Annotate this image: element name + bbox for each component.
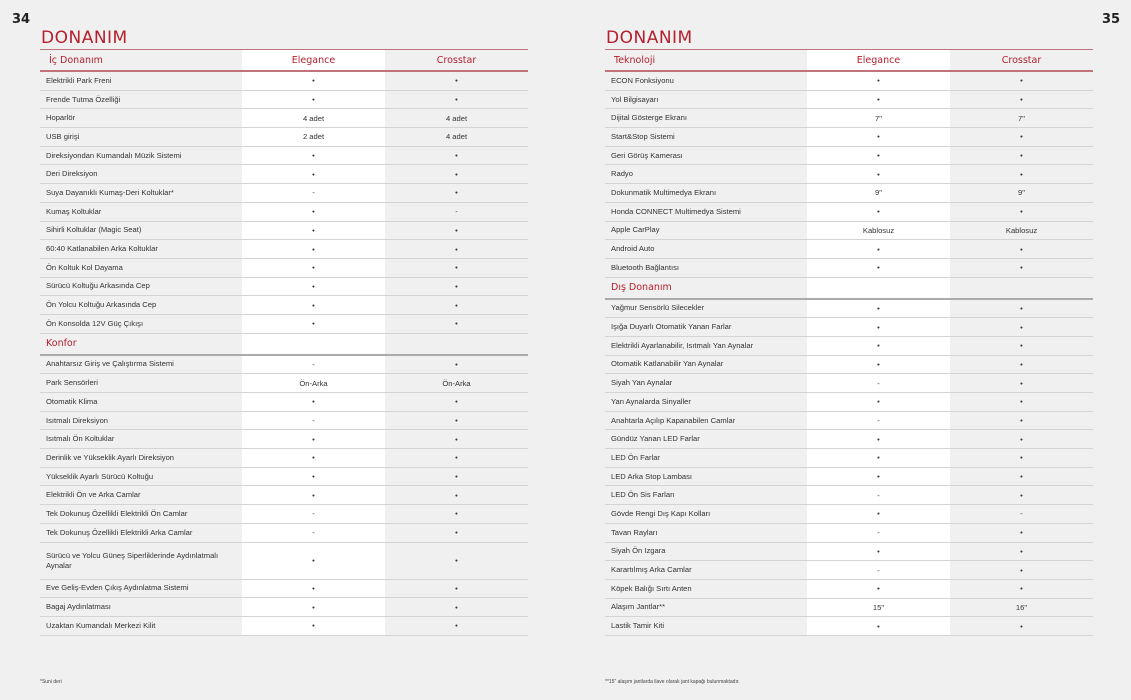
- crosstar-value: •: [1020, 472, 1023, 482]
- table-row: [605, 393, 1093, 412]
- table-row: [40, 374, 528, 393]
- feature-label: Ön Yolcu Koltuğu Arkasında Cep: [46, 300, 157, 310]
- elegance-value: •: [312, 151, 315, 161]
- elegance-value: •: [877, 434, 880, 444]
- table-row: [605, 468, 1093, 487]
- elegance-value: •: [877, 341, 880, 351]
- elegance-value: •: [312, 556, 315, 565]
- elegance-value: •: [877, 397, 880, 407]
- crosstar-value: 4 adet: [445, 132, 468, 142]
- crosstar-value: •: [1020, 528, 1023, 538]
- table-row: [605, 486, 1093, 505]
- table-row: [40, 505, 528, 524]
- crosstar-value: •: [1020, 397, 1023, 407]
- elegance-value: •: [877, 263, 880, 273]
- column-header-elegance: Elegance: [856, 54, 901, 66]
- elegance-value: •: [877, 546, 880, 556]
- crosstar-value: •: [1020, 207, 1023, 217]
- elegance-value: -: [877, 490, 880, 500]
- crosstar-value: •: [455, 319, 458, 329]
- elegance-value: •: [312, 602, 315, 612]
- elegance-value: •: [312, 244, 315, 254]
- feature-label: Işığa Duyarlı Otomatik Yanan Farlar: [611, 322, 732, 332]
- crosstar-value: •: [455, 528, 458, 538]
- feature-label: ECON Fonksiyonu: [611, 75, 674, 85]
- elegance-value: •: [877, 322, 880, 332]
- elegance-value: •: [312, 225, 315, 235]
- feature-label: Otomatik Klima: [46, 396, 98, 406]
- crosstar-value: •: [455, 397, 458, 407]
- table-row: [40, 598, 528, 617]
- spec-table-right: [605, 49, 1093, 636]
- feature-label: Otomatik Katlanabilir Yan Aynalar: [611, 359, 724, 369]
- feature-label: LED Ön Sis Farları: [611, 490, 675, 500]
- feature-label: Tek Dokunuş Özellikli Elektrikli Arka Camlar: [46, 527, 193, 537]
- feature-label: Siyah Ön Izgara: [611, 546, 666, 556]
- crosstar-value: •: [1020, 490, 1023, 500]
- table-row: [605, 109, 1093, 128]
- crosstar-value: •: [1020, 132, 1023, 142]
- feature-label: Siyah Yan Aynalar: [611, 378, 673, 388]
- feature-label: Ön Konsolda 12V Güç Çıkışı: [46, 318, 144, 328]
- table-row: [40, 486, 528, 505]
- crosstar-value: 7": [1018, 113, 1025, 123]
- crosstar-value: •: [1020, 76, 1023, 86]
- feature-label: Yükseklik Ayarlı Sürücü Koltuğu: [46, 471, 154, 481]
- table-row: [605, 505, 1093, 524]
- table-row: [40, 393, 528, 412]
- feature-label: Dijital Gösterge Ekranı: [611, 113, 687, 123]
- table-row: [40, 91, 528, 110]
- crosstar-value: •: [1020, 169, 1023, 179]
- elegance-value: •: [877, 509, 880, 519]
- elegance-value: •: [312, 621, 315, 631]
- elegance-value: •: [877, 207, 880, 217]
- elegance-value: •: [312, 490, 315, 500]
- feature-label: Isıtmalı Ön Koltuklar: [46, 434, 115, 444]
- table-row: [605, 165, 1093, 184]
- crosstar-value: •: [455, 583, 458, 593]
- footnote-right: **15" alaşım jantlarda ilave olarak jant kapağı bulunmaktadır.: [605, 679, 740, 685]
- feature-label: Sürücü Koltuğu Arkasında Cep: [46, 281, 150, 291]
- crosstar-value: •: [455, 434, 458, 444]
- section-title-i-donan-m: İç Donanım: [49, 54, 103, 66]
- elegance-value: •: [877, 584, 880, 594]
- crosstar-value: •: [1020, 303, 1023, 313]
- elegance-value: •: [312, 583, 315, 593]
- feature-label: Gündüz Yanan LED Farlar: [611, 434, 700, 444]
- elegance-value: Kablosuz: [862, 225, 895, 235]
- elegance-value: •: [877, 169, 880, 179]
- feature-label: Elektrikli Park Freni: [46, 75, 112, 85]
- elegance-value: Ön-Arka: [299, 378, 328, 388]
- elegance-value: 7": [875, 113, 882, 123]
- crosstar-value: •: [455, 281, 458, 291]
- feature-label: Honda CONNECT Multimedya Sistemi: [611, 206, 741, 216]
- crosstar-value: •: [1020, 565, 1023, 575]
- crosstar-value: •: [455, 300, 458, 310]
- table-row: [40, 259, 528, 278]
- elegance-value: •: [312, 281, 315, 291]
- crosstar-value: •: [455, 472, 458, 482]
- elegance-value: -: [312, 528, 315, 538]
- elegance-value: •: [312, 453, 315, 463]
- elegance-value: -: [312, 416, 315, 426]
- feature-label: Deri Direksiyon: [46, 169, 98, 179]
- table-header: [605, 49, 1093, 72]
- crosstar-value: •: [455, 509, 458, 519]
- table-row: [605, 617, 1093, 636]
- table-row: [40, 449, 528, 468]
- elegance-value: -: [877, 528, 880, 538]
- feature-label: Sürücü ve Yolcu Güneş Siperliklerinde Aydınlatmalı Aynalar: [46, 550, 219, 570]
- elegance-value: •: [312, 319, 315, 329]
- crosstar-value: •: [455, 188, 458, 198]
- feature-label: Tavan Rayları: [611, 527, 658, 537]
- feature-label: Anahtarsız Giriş ve Çalıştırma Sistemi: [46, 359, 174, 369]
- elegance-value: 2 adet: [302, 132, 325, 142]
- feature-label: Park Sensörleri: [46, 378, 98, 388]
- elegance-value: •: [312, 263, 315, 273]
- table-row: [40, 430, 528, 449]
- elegance-value: •: [312, 95, 315, 105]
- feature-label: 60:40 Katlanabilen Arka Koltuklar: [46, 244, 158, 254]
- crosstar-value: •: [1020, 434, 1023, 444]
- table-row: [605, 524, 1093, 543]
- feature-label: LED Arka Stop Lambası: [611, 471, 693, 481]
- feature-label: Uzaktan Kumandalı Merkezi Kilit: [46, 620, 156, 630]
- elegance-value: •: [312, 300, 315, 310]
- table-row: [605, 412, 1093, 431]
- table-row: [605, 259, 1093, 278]
- crosstar-value: •: [1020, 263, 1023, 273]
- crosstar-value: •: [1020, 584, 1023, 594]
- table-row: [605, 240, 1093, 259]
- elegance-value: -: [312, 509, 315, 519]
- feature-label: Direksiyondan Kumandalı Müzik Sistemi: [46, 150, 182, 160]
- table-row: [40, 203, 528, 222]
- feature-label: Gövde Rengi Dış Kapı Kolları: [611, 508, 711, 518]
- crosstar-value: •: [1020, 546, 1023, 556]
- crosstar-value: •: [455, 169, 458, 179]
- crosstar-value: •: [455, 621, 458, 631]
- table-row: [40, 222, 528, 241]
- table-row: [605, 72, 1093, 91]
- table-header: [40, 49, 528, 72]
- elegance-value: •: [877, 132, 880, 142]
- table-row: [605, 91, 1093, 110]
- elegance-value: •: [312, 76, 315, 86]
- elegance-value: •: [312, 397, 315, 407]
- table-row: [605, 374, 1093, 393]
- feature-label: Eve Geliş-Evden Çıkış Aydınlatma Sistemi: [46, 583, 189, 593]
- crosstar-value: •: [455, 76, 458, 86]
- feature-label: Elektrikli Ön ve Arka Camlar: [46, 490, 141, 500]
- elegance-value: •: [877, 621, 880, 631]
- feature-label: Android Auto: [611, 244, 655, 254]
- column-header-crosstar: Crosstar: [1001, 54, 1042, 66]
- elegance-value: •: [312, 434, 315, 444]
- feature-label: Bagaj Aydınlatması: [46, 602, 111, 612]
- table-row: [40, 315, 528, 334]
- elegance-value: •: [312, 207, 315, 217]
- feature-label: Alaşım Jantlar**: [611, 602, 666, 612]
- section-header: [40, 334, 528, 356]
- feature-label: Radyo: [611, 169, 633, 179]
- elegance-value: 4 adet: [302, 113, 325, 123]
- crosstar-value: •: [455, 490, 458, 500]
- crosstar-value: •: [455, 244, 458, 254]
- page-title-right: DONANIM: [606, 28, 693, 48]
- elegance-value: •: [877, 359, 880, 369]
- feature-label: Frende Tutma Özelliği: [46, 94, 121, 104]
- table-row: [605, 561, 1093, 580]
- column-header-elegance: Elegance: [291, 54, 336, 66]
- elegance-value: •: [877, 244, 880, 254]
- elegance-value: •: [877, 95, 880, 105]
- table-row: [40, 580, 528, 599]
- crosstar-value: •: [455, 225, 458, 235]
- crosstar-value: •: [455, 263, 458, 273]
- table-row: [40, 524, 528, 543]
- crosstar-value: •: [1020, 453, 1023, 463]
- table-row: [40, 617, 528, 636]
- crosstar-value: 16": [1015, 602, 1028, 612]
- table-row: [605, 449, 1093, 468]
- crosstar-value: Kablosuz: [1005, 225, 1038, 235]
- elegance-value: •: [877, 472, 880, 482]
- feature-label: Yağmur Sensörlü Silecekler: [611, 303, 705, 313]
- feature-label: Hoparlör: [46, 113, 76, 123]
- table-row: [605, 203, 1093, 222]
- feature-label: Suya Dayanıklı Kumaş-Deri Koltuklar*: [46, 187, 174, 197]
- elegance-value: •: [312, 169, 315, 179]
- crosstar-value: •: [1020, 95, 1023, 105]
- crosstar-value: •: [455, 453, 458, 463]
- elegance-value: •: [877, 151, 880, 161]
- crosstar-value: -: [1020, 509, 1023, 519]
- table-row: [605, 337, 1093, 356]
- elegance-value: 9": [875, 188, 882, 198]
- table-row: [40, 109, 528, 128]
- feature-label: Sihirli Koltuklar (Magic Seat): [46, 225, 142, 235]
- crosstar-value: •: [1020, 621, 1023, 631]
- table-row: [40, 128, 528, 147]
- table-row: [605, 184, 1093, 203]
- crosstar-value: -: [455, 207, 458, 217]
- feature-label: Karartılmış Arka Camlar: [611, 565, 692, 575]
- crosstar-value: •: [1020, 378, 1023, 388]
- footnote-left: *Suni deri: [40, 679, 62, 685]
- elegance-value: -: [312, 359, 315, 369]
- feature-label: Yan Aynalarda Sinyaller: [611, 396, 691, 406]
- table-row: [40, 147, 528, 166]
- feature-label: LED Ön Farlar: [611, 452, 660, 462]
- feature-label: USB girişi: [46, 131, 80, 141]
- feature-label: Geri Görüş Kamerası: [611, 150, 683, 160]
- feature-label: Derinlik ve Yükseklik Ayarlı Direksiyon: [46, 452, 175, 462]
- table-row: [40, 543, 528, 580]
- crosstar-value: •: [455, 95, 458, 105]
- section-title-konfor: Konfor: [46, 338, 77, 350]
- table-row: [40, 468, 528, 487]
- spec-table-left: [40, 49, 528, 636]
- table-row: [40, 184, 528, 203]
- table-row: [605, 222, 1093, 241]
- feature-label: Köpek Balığı Sırtı Anten: [611, 583, 692, 593]
- feature-label: Isıtmalı Direksiyon: [46, 415, 109, 425]
- feature-label: Apple CarPlay: [611, 225, 660, 235]
- table-row: [40, 278, 528, 297]
- feature-label: Anahtarla Açılıp Kapanabilen Camlar: [611, 415, 736, 425]
- crosstar-value: •: [1020, 322, 1023, 332]
- feature-label: Dokunmatik Multimedya Ekranı: [611, 187, 717, 197]
- elegance-value: -: [877, 416, 880, 426]
- crosstar-value: •: [455, 602, 458, 612]
- elegance-value: •: [877, 303, 880, 313]
- crosstar-value: •: [1020, 416, 1023, 426]
- feature-label: Yol Bilgisayarı: [611, 94, 659, 104]
- crosstar-value: Ön-Arka: [442, 378, 471, 388]
- elegance-value: 15": [872, 602, 885, 612]
- table-row: [605, 318, 1093, 337]
- table-row: [40, 165, 528, 184]
- elegance-value: •: [312, 472, 315, 482]
- feature-label: Start&Stop Sistemi: [611, 131, 675, 141]
- crosstar-value: •: [1020, 244, 1023, 254]
- table-row: [605, 430, 1093, 449]
- feature-label: Lastik Tamir Kiti: [611, 621, 665, 631]
- page-number-left: 34: [12, 12, 31, 27]
- table-row: [40, 296, 528, 315]
- table-row: [40, 240, 528, 259]
- table-row: [605, 128, 1093, 147]
- column-header-crosstar: Crosstar: [436, 54, 477, 66]
- page-title-left: DONANIM: [41, 28, 128, 48]
- elegance-value: •: [877, 76, 880, 86]
- elegance-value: -: [877, 378, 880, 388]
- feature-label: Bluetooth Bağlantısı: [611, 262, 679, 272]
- crosstar-value: 4 adet: [445, 113, 468, 123]
- section-title-teknoloji: Teknoloji: [614, 54, 656, 66]
- crosstar-value: •: [455, 151, 458, 161]
- table-row: [605, 356, 1093, 375]
- table-row: [605, 147, 1093, 166]
- table-row: [605, 543, 1093, 562]
- crosstar-value: •: [1020, 151, 1023, 161]
- page-number-right: 35: [1102, 12, 1121, 27]
- crosstar-value: •: [1020, 341, 1023, 351]
- section-title-d-donan-m: Dış Donanım: [611, 282, 672, 294]
- table-row: [40, 72, 528, 91]
- table-row: [40, 412, 528, 431]
- elegance-value: •: [877, 453, 880, 463]
- elegance-value: -: [877, 565, 880, 575]
- feature-label: Ön Koltuk Kol Dayama: [46, 262, 123, 272]
- feature-label: Kumaş Koltuklar: [46, 206, 102, 216]
- elegance-value: -: [312, 188, 315, 198]
- crosstar-value: •: [455, 556, 458, 565]
- section-header: [605, 278, 1093, 300]
- crosstar-value: •: [455, 416, 458, 426]
- table-row: [605, 300, 1093, 319]
- crosstar-value: 9": [1018, 188, 1025, 198]
- table-row: [40, 356, 528, 375]
- feature-label: Tek Dokunuş Özellikli Elektrikli Ön Camlar: [46, 508, 188, 518]
- feature-label: Elektrikli Ayarlanabilir, Isıtmalı Yan Aynalar: [611, 340, 754, 350]
- table-row: [605, 599, 1093, 618]
- table-row: [605, 580, 1093, 599]
- crosstar-value: •: [455, 359, 458, 369]
- crosstar-value: •: [1020, 359, 1023, 369]
